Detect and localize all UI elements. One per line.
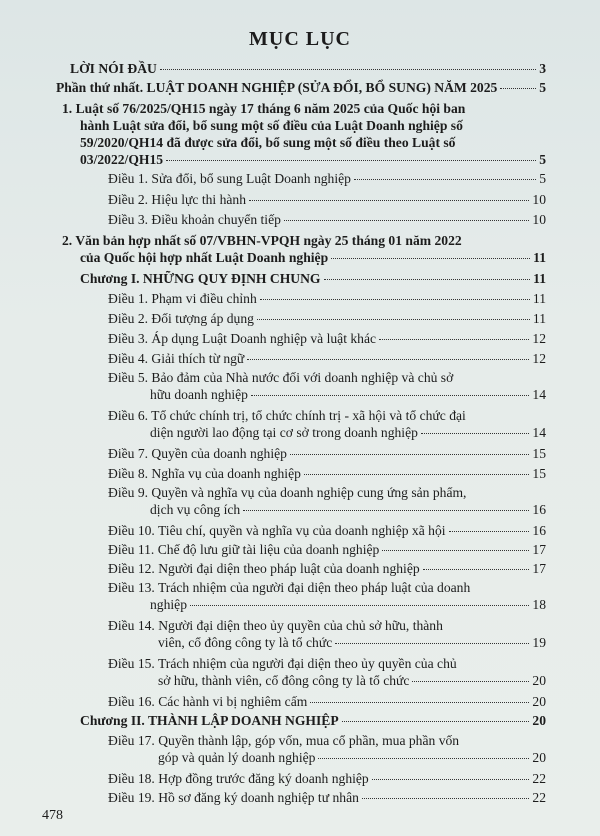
toc-entry-art14 bbox=[108, 617, 546, 651]
toc-page-ref: 5 bbox=[539, 80, 546, 95]
dot-leader bbox=[318, 758, 529, 759]
toc-entry-art5 bbox=[108, 369, 546, 403]
toc-page-ref: 12 bbox=[532, 351, 546, 366]
toc-entry-title: Điều 2. Hiệu lực thi hành bbox=[108, 192, 246, 207]
toc-entry-foreword bbox=[70, 60, 546, 77]
toc-entry-title: của Quốc hội hợp nhất Luật Doanh nghiệp bbox=[80, 250, 329, 265]
dot-leader bbox=[260, 299, 530, 300]
toc-page-ref: 5 bbox=[539, 171, 546, 186]
toc-entry-title: Điều 1. Sửa đổi, bổ sung Luật Doanh nghiệp bbox=[108, 171, 351, 186]
dot-leader bbox=[243, 510, 529, 511]
toc-entry-art6 bbox=[108, 407, 546, 441]
toc-entry-art16 bbox=[108, 693, 546, 710]
toc-entry-art17 bbox=[108, 732, 546, 766]
dot-leader bbox=[284, 220, 530, 221]
toc-page-ref: 22 bbox=[532, 771, 546, 786]
dot-leader bbox=[160, 69, 536, 70]
toc-page-ref: 17 bbox=[532, 561, 546, 576]
toc-entry-title: Điều 10. Tiêu chí, quyền và nghĩa vụ của doanh nghiệp xã hội bbox=[108, 523, 446, 538]
toc-page-ref: 15 bbox=[532, 466, 546, 481]
toc-page-ref: 5 bbox=[539, 152, 546, 167]
toc-entry-art9 bbox=[108, 484, 546, 518]
toc-entry-art12 bbox=[108, 560, 546, 577]
toc-entry-art7 bbox=[108, 445, 546, 462]
toc-page-ref: 17 bbox=[532, 542, 546, 557]
toc-page-ref: 11 bbox=[532, 291, 546, 306]
toc-page-ref: 16 bbox=[532, 523, 546, 538]
toc-entry-title: Điều 4. Giải thích từ ngữ bbox=[108, 351, 245, 366]
toc-entry-title: Điều 18. Hợp đồng trước đăng ký doanh nghiệp bbox=[108, 771, 369, 786]
toc-page-ref: 11 bbox=[532, 311, 546, 326]
toc-page-ref: 10 bbox=[532, 192, 546, 207]
toc-entry-title: Điều 11. Chế độ lưu giữ tài liệu của doanh nghiệp bbox=[108, 542, 380, 557]
toc-entry-law76-art3 bbox=[108, 211, 546, 228]
dot-leader bbox=[362, 798, 530, 799]
toc-entry-title: Điều 3. Áp dụng Luật Doanh nghiệp và luật khác bbox=[108, 331, 377, 346]
toc-entry-text-line: Điều 9. Quyền và nghĩa vụ của doanh nghiệp cung ứng sản phẩm, bbox=[108, 485, 467, 500]
toc-entry-text-line: Điều 13. Trách nhiệm của người đại diện theo pháp luật của doanh bbox=[108, 580, 471, 595]
toc-page-ref: 20 bbox=[532, 750, 546, 765]
dot-leader bbox=[310, 702, 529, 703]
dot-leader bbox=[354, 179, 536, 180]
toc-page-ref: 18 bbox=[532, 597, 546, 612]
toc-entry-art8 bbox=[108, 465, 546, 482]
toc-entry-title: Điều 3. Điều khoản chuyển tiếp bbox=[108, 212, 281, 227]
dot-leader bbox=[257, 319, 530, 320]
dot-leader bbox=[335, 643, 529, 644]
toc-entry-title: diện người lao động tại cơ sở trong doanh nghiệp bbox=[150, 425, 418, 440]
toc-page-ref: 10 bbox=[532, 212, 546, 227]
toc-entry-chapter1 bbox=[80, 270, 546, 287]
toc-entry-part1 bbox=[56, 79, 546, 96]
toc-page-ref: 20 bbox=[532, 694, 546, 709]
toc-page-ref: 14 bbox=[532, 387, 546, 402]
toc-entry-text-line: Điều 17. Quyền thành lập, góp vốn, mua cổ phần, mua phần vốn bbox=[108, 733, 460, 748]
toc-entry-art10 bbox=[108, 522, 546, 539]
toc-entry-title: Điều 2. Đối tượng áp dụng bbox=[108, 311, 254, 326]
toc-entry-text-line: Điều 5. Bảo đảm của Nhà nước đối với doanh nghiệp và chủ sở bbox=[108, 370, 454, 385]
toc-entry-text-line: Điều 6. Tổ chức chính trị, tổ chức chính trị - xã hội và tổ chức đại bbox=[108, 408, 466, 423]
toc-entry-law76-art1 bbox=[108, 170, 546, 187]
toc-page-ref: 15 bbox=[532, 446, 546, 461]
dot-leader bbox=[421, 433, 529, 434]
toc-entry-title: góp và quản lý doanh nghiệp bbox=[158, 750, 316, 765]
dot-leader bbox=[166, 160, 536, 161]
toc-page-ref: 20 bbox=[532, 713, 546, 728]
toc-entry-text-line: Điều 14. Người đại diện theo ủy quyền của chủ sở hữu, thành bbox=[108, 618, 443, 633]
toc-entry-art13 bbox=[108, 579, 546, 613]
toc-entry-title: Điều 1. Phạm vi điều chỉnh bbox=[108, 291, 257, 306]
toc-page-ref: 22 bbox=[532, 790, 546, 805]
dot-leader bbox=[324, 279, 531, 280]
toc-page-ref: 11 bbox=[533, 271, 546, 286]
toc-entry-title: Điều 7. Quyền của doanh nghiệp bbox=[108, 446, 287, 461]
toc-entry-text-line: 59/2020/QH14 đã được sửa đổi, bổ sung một số điều theo Luật số bbox=[80, 135, 456, 150]
toc-entry-text-line: 1. Luật số 76/2025/QH15 ngày 17 tháng 6 năm 2025 của Quốc hội ban bbox=[62, 101, 466, 116]
dot-leader bbox=[251, 395, 529, 396]
toc-entry-art19 bbox=[108, 789, 546, 806]
dot-leader bbox=[379, 339, 529, 340]
toc-entry-chapter2 bbox=[80, 712, 546, 729]
toc-entry-title: Phần thứ nhất. LUẬT DOANH NGHIỆP (SỬA ĐỔI, BỔ SUNG) NĂM 2025 bbox=[56, 80, 498, 95]
toc-entry-art15 bbox=[108, 655, 546, 689]
page-number: 478 bbox=[42, 808, 63, 823]
toc-page-ref: 19 bbox=[532, 635, 546, 650]
toc-entry-title: Chương II. THÀNH LẬP DOANH NGHIỆP bbox=[80, 713, 339, 728]
toc-page-ref: 12 bbox=[532, 331, 546, 346]
toc-entry-art11 bbox=[108, 541, 546, 558]
toc-entry-title: Điều 16. Các hành vi bị nghiêm cấm bbox=[108, 694, 308, 709]
toc-page-ref: 20 bbox=[532, 673, 546, 688]
dot-leader bbox=[449, 531, 530, 532]
toc-page-ref: 16 bbox=[532, 502, 546, 517]
dot-leader bbox=[423, 569, 530, 570]
toc-entry-text-line: hành Luật sửa đổi, bổ sung một số điều của Luật Doanh nghiệp số bbox=[80, 118, 463, 133]
dot-leader bbox=[412, 681, 529, 682]
toc-entry-title: hữu doanh nghiệp bbox=[150, 387, 248, 402]
toc-entry-title: dịch vụ công ích bbox=[150, 502, 241, 517]
toc-entry-title: Chương I. NHỮNG QUY ĐỊNH CHUNG bbox=[80, 271, 321, 286]
toc-entry-text-line: Điều 15. Trách nhiệm của người đại diện theo ủy quyền của chủ bbox=[108, 656, 457, 671]
dot-leader bbox=[247, 359, 529, 360]
toc-entry-law76 bbox=[62, 100, 546, 168]
page-title: MỤC LỤC bbox=[249, 28, 351, 50]
toc-entry-title: LỜI NÓI ĐẦU bbox=[70, 61, 157, 76]
dot-leader bbox=[190, 605, 529, 606]
dot-leader bbox=[382, 550, 529, 551]
dot-leader bbox=[500, 88, 536, 89]
dot-leader bbox=[331, 258, 530, 259]
toc-entry-vbhn07 bbox=[62, 232, 546, 266]
toc-entry-art1 bbox=[108, 290, 546, 307]
dot-leader bbox=[342, 721, 530, 722]
toc-entry-title: viên, cổ đông công ty là tổ chức bbox=[158, 635, 333, 650]
toc-entry-title: sở hữu, thành viên, cổ đông công ty là tổ chức bbox=[158, 673, 410, 688]
toc-entry-art3 bbox=[108, 330, 546, 347]
dot-leader bbox=[290, 454, 529, 455]
toc-entry-title: Điều 12. Người đại diện theo pháp luật của doanh nghiệp bbox=[108, 561, 420, 576]
dot-leader bbox=[372, 779, 530, 780]
toc-entry-title: 03/2022/QH15 bbox=[80, 152, 164, 167]
toc-entry-title: nghiệp bbox=[150, 597, 187, 612]
toc-page-ref: 14 bbox=[532, 425, 546, 440]
dot-leader bbox=[249, 200, 529, 201]
toc-page-ref: 3 bbox=[539, 61, 546, 76]
toc-entry-title: Điều 8. Nghĩa vụ của doanh nghiệp bbox=[108, 466, 301, 481]
toc-entry-law76-art2 bbox=[108, 191, 546, 208]
toc-entry-title: Điều 19. Hồ sơ đăng ký doanh nghiệp tư nhân bbox=[108, 790, 359, 805]
toc-entry-art18 bbox=[108, 770, 546, 787]
toc-entry-art4 bbox=[108, 350, 546, 367]
toc-page-ref: 11 bbox=[533, 250, 546, 265]
toc-entry-art2 bbox=[108, 310, 546, 327]
toc-entry-text-line: 2. Văn bản hợp nhất số 07/VBHN-VPQH ngày 25 tháng 01 năm 2022 bbox=[62, 233, 462, 248]
dot-leader bbox=[304, 474, 529, 475]
